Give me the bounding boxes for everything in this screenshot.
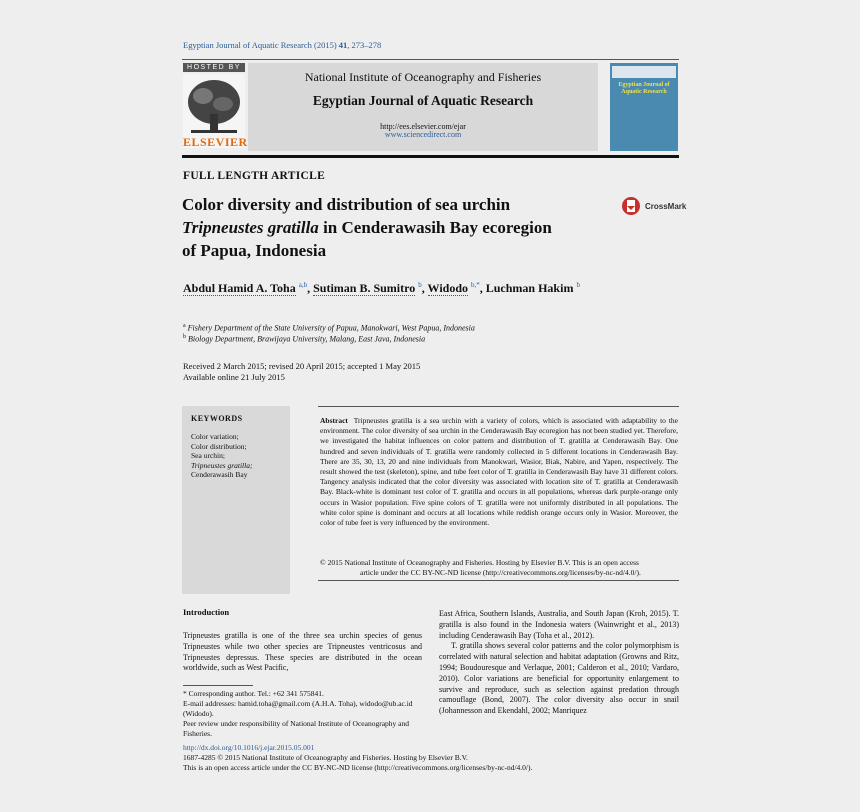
journal-ref-prefix: Egyptian Journal of Aquatic Research (2015) [183,40,339,50]
author-sep: , [307,281,314,295]
abstract-text: Tripneustes gratilla is a sea urchin with a variety of colors, which is associated with adaptability to the environment. The color diversity of sea urchin in the Cenderawasih Bay ecoregion has not been studied yet. Therefore, we investigated the habitat influences on color pattern and distribution of T. gratilla at Cenderawasih Bay. One hundred and seven individuals of T. gratilla were randomly collected in 5 different locations in Cenderawasih Bay. There are 35, 30, 13, 20 and nine individuals from Manokwari, Wasior, Biak, Nabire, and Yapen, respectively. The result showed the test (skeleton), spine, and tube feet color of T. gratilla in Cenderawasih Bay have 31 different colors. Tangency analysis indicated that the color diversity was associated with location site of T. gratilla at Cenderawasih Bay. Black-white is dominant test color of T. gratilla and occurs in all populations, whereas dark purple-orange only occurs in Wasior population. Five spine colors of T. gratilla were not uniformly distributed in all populations. The white color spine is dominant and occurs at all locations while reddish orange occurs only in Wasior. Moreover, the color of tube feet is very influenced by the environment. [320,416,678,528]
affiliation-b [183,334,425,344]
author-affil-sup[interactable]: b [418,281,422,289]
abstract-top-rule [318,406,679,407]
author-name[interactable]: Widodo [427,281,468,295]
footnotes [183,689,422,739]
keywords-heading: KEYWORDS [191,414,243,423]
copyright-line-2[interactable]: article under the CC BY-NC-ND license (http://creativecommons.org/licenses/by-nc-nd/4.0/). [360,568,641,577]
crossmark-icon[interactable] [621,196,641,216]
affil-text: Fishery Department of the State University of Papua, Manokwari, West Papua, Indonesia [187,323,475,333]
title-line-3: of Papua, Indonesia [182,241,327,260]
journal-ref-volume: 41 [338,40,348,50]
article-type: FULL LENGTH ARTICLE [183,170,326,182]
header-divider [182,59,679,60]
affil-text: Biology Department, Brawijaya University, Malang, East Java, Indonesia [188,334,426,344]
hosted-by-label: HOSTED BY [183,63,245,72]
open-access-line[interactable]: This is an open access article under the CC BY-NC-ND license (http://creativecommons.org/licenses/by-nc-nd/4.0/). [183,763,533,772]
footnote-rule [183,685,253,686]
journal-reference[interactable] [183,40,381,50]
intro-heading: Introduction [183,607,230,617]
keyword: Tripneustes gratilla; [191,460,253,470]
issn-line: 1687-4285 © 2015 National Institute of Oceanography and Fisheries. Hosting by Elsevier B.V. [183,753,468,762]
journal-url[interactable]: http://ees.elsevier.com/ejar [380,122,466,131]
keyword: Color distribution; [191,441,247,451]
abstract-label: Abstract [320,416,348,425]
elsevier-wordmark: ELSEVIER [183,135,248,149]
author-sep: , [479,281,486,295]
journal-title: Egyptian Journal of Aquatic Research [312,93,534,108]
header-bottom-rule [182,155,679,158]
keyword: Cenderawasih Bay [191,470,248,479]
title-line-1: Color diversity and distribution of sea urchin [182,195,511,214]
affil-sup: a [183,323,186,329]
title-line-2 [182,216,622,239]
intro-right-column [439,609,679,717]
title-line-2-rest: in Cenderawasih Bay ecoregion [318,218,552,237]
abstract-bottom-rule [318,580,679,581]
journal-ref-pages: , 273–278 [347,40,382,50]
affil-sup: b [183,334,186,340]
intro-right-paragraph-2: T. gratilla shows several color patterns and the color polymorphism is correlated with natural selection and habitat adaptation (Growns and Ritz, 1994; Boudouresque and Verlaque, 2001; Calderon et al., 2010; Vardaro, 2010). Color variations are beneficial for opportunity enlargement to survive and reproduce, such as selection against predation through camouflage (Bond, 2007). The color diversity also occur in snail (Johannesson and Ekendahl, 2002; Manriquez [439,641,679,716]
peer-review-note: Peer review under responsibility of National Institute of Oceanography and Fisheries. [183,719,409,738]
author-list [183,281,580,296]
title-species: Tripneustes gratilla [182,218,319,237]
author-name[interactable]: Abdul Hamid A. Toha [183,281,296,295]
article-title [182,193,622,262]
crossmark-label[interactable]: CrossMark [645,202,687,211]
cover-header-strip [612,66,676,78]
abstract [320,416,678,528]
sciencedirect-link[interactable]: www.sciencedirect.com [384,130,462,139]
keyword: Color variation; [191,432,239,441]
corresponding-author: * Corresponding author. Tel.: +62 341 575841. [183,689,324,698]
intro-left-column: Tripneustes gratilla is one of the three sea urchin species of genus Tripneustes while two other species are Tripneustes ventricosus and Tripneustes depressus. These species are distributed in the ocean worldwide, such as West Pacific, [183,631,422,673]
doi-link[interactable]: http://dx.doi.org/10.1016/j.ejar.2015.05.001 [183,743,315,752]
abstract-copyright [320,558,678,578]
affiliation-a [183,323,475,333]
author-name: Luchman Hakim [485,281,574,295]
cover-title: Egyptian Journal of Aquatic Research [618,82,670,95]
keyword: Sea urchin; [191,451,225,460]
author-affil-sup[interactable]: b [576,281,580,289]
available-online: Available online 21 July 2015 [183,372,285,382]
author-affil-sup[interactable]: a,b [298,281,308,289]
institution-name: National Institute of Oceanography and Fisheries [304,70,542,84]
copyright-line-1: © 2015 National Institute of Oceanography and Fisheries. Hosting by Elsevier B.V. This is an open access [320,558,639,567]
author-affil-sup[interactable]: b,* [471,281,480,289]
email-addresses[interactable]: E-mail addresses: hamid.toha@gmail.com (A.H.A. Toha), widodo@ub.ac.id (Widodo). [183,699,413,718]
author-sep: , [421,281,428,295]
intro-right-paragraph-1: East Africa, Southern Islands, Australia, and South Japan (Kroh, 2015). T. gratilla is also found in the Indonesia waters (Wainwright et al., 2013) including Cenderawasih Bay (Toha et al., 2012). [439,609,679,640]
author-name[interactable]: Sutiman B. Sumitro [313,281,416,295]
received-dates: Received 2 March 2015; revised 20 April 2015; accepted 1 May 2015 [183,361,421,371]
